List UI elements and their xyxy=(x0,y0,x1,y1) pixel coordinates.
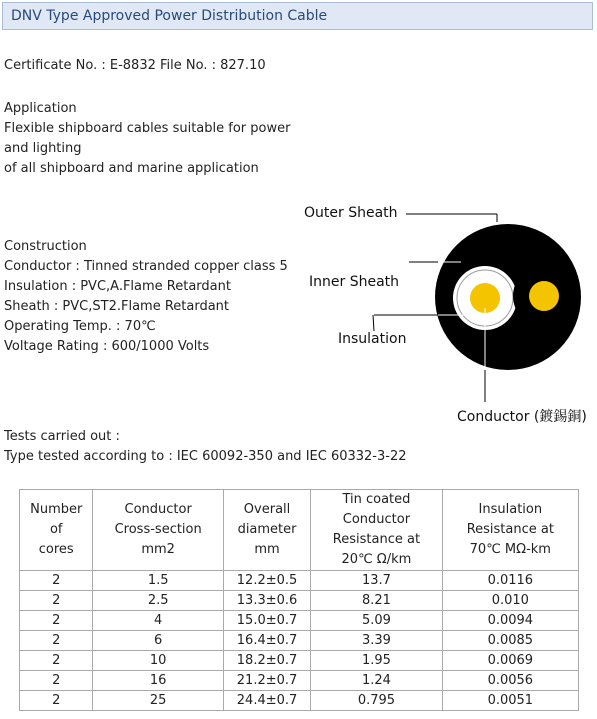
cell-cores: 2 xyxy=(20,611,93,631)
cell-conductor-resistance: 5.09 xyxy=(311,611,442,631)
table-row xyxy=(20,631,579,651)
cell-conductor-resistance: 3.39 xyxy=(311,631,442,651)
cell-conductor-resistance: 1.95 xyxy=(311,651,442,671)
cell-diameter: 15.0±0.7 xyxy=(223,611,310,631)
conductor-label: Conductor (鍍錫銅) xyxy=(457,409,587,425)
conductor-core-2 xyxy=(529,281,559,311)
cell-insulation-resistance: 0.0116 xyxy=(442,571,578,591)
cell-conductor-resistance: 0.795 xyxy=(311,691,442,711)
cell-cores: 2 xyxy=(20,631,93,651)
cell-insulation-resistance: 0.0051 xyxy=(442,691,578,711)
page-title: DNV Type Approved Power Distribution Cable xyxy=(11,8,328,24)
construction-operating-temp: Operating Temp. : 70℃ xyxy=(4,319,156,334)
cell-cross-section: 2.5 xyxy=(93,591,223,611)
table-row xyxy=(20,651,579,671)
cell-insulation-resistance: 0.010 xyxy=(442,591,578,611)
cell-cores: 2 xyxy=(20,691,93,711)
tests-heading: Tests carried out : xyxy=(4,429,120,444)
spec-table xyxy=(19,489,579,711)
cell-cross-section: 10 xyxy=(93,651,223,671)
application-line: of all shipboard and marine application xyxy=(4,161,259,176)
cell-diameter: 13.3±0.6 xyxy=(223,591,310,611)
cell-diameter: 12.2±0.5 xyxy=(223,571,310,591)
construction-heading: Construction xyxy=(4,239,87,254)
certificate-text: Certificate No. : E-8832 File No. : 827.10 xyxy=(4,58,266,73)
header-overall-diameter: Overall diameter mm xyxy=(223,490,310,571)
outer-sheath-label: Outer Sheath xyxy=(304,205,398,221)
cell-cross-section: 16 xyxy=(93,671,223,691)
header-conductor-resistance: Tin coated Conductor Resistance at 20℃ Ω/km xyxy=(311,490,442,571)
application-line: and lighting xyxy=(4,141,82,156)
table-row xyxy=(20,571,579,591)
insulation-label: Insulation xyxy=(338,331,407,347)
cell-insulation-resistance: 0.0094 xyxy=(442,611,578,631)
cell-cross-section: 6 xyxy=(93,631,223,651)
table-row xyxy=(20,611,579,631)
header-cross-section: Conductor Cross-section mm2 xyxy=(93,490,223,571)
cell-cores: 2 xyxy=(20,651,93,671)
cell-diameter: 24.4±0.7 xyxy=(223,691,310,711)
construction-voltage-rating: Voltage Rating : 600/1000 Volts xyxy=(4,339,210,354)
cell-diameter: 16.4±0.7 xyxy=(223,631,310,651)
cell-conductor-resistance: 8.21 xyxy=(311,591,442,611)
tests-standard-line: Type tested according to : IEC 60092-350 and IEC 60332-3-22 xyxy=(4,449,407,464)
header-insulation-resistance: Insulation Resistance at 70℃ MΩ-km xyxy=(442,490,578,571)
application-line: Flexible shipboard cables suitable for power xyxy=(4,121,291,136)
application-heading: Application xyxy=(4,101,77,116)
cell-diameter: 18.2±0.7 xyxy=(223,651,310,671)
cell-insulation-resistance: 0.0056 xyxy=(442,671,578,691)
cell-cores: 2 xyxy=(20,591,93,611)
construction-sheath: Sheath : PVC,ST2.Flame Retardant xyxy=(4,299,230,314)
table-row xyxy=(20,591,579,611)
construction-insulation: Insulation : PVC,A.Flame Retardant xyxy=(4,279,231,294)
cell-cores: 2 xyxy=(20,671,93,691)
cell-cross-section: 4 xyxy=(93,611,223,631)
cell-cross-section: 1.5 xyxy=(93,571,223,591)
header-number-of-cores: Number of cores xyxy=(20,490,93,571)
cell-diameter: 21.2±0.7 xyxy=(223,671,310,691)
cell-cores: 2 xyxy=(20,571,93,591)
construction-conductor: Conductor : Tinned stranded copper class 5 xyxy=(4,259,288,274)
table-row xyxy=(20,671,579,691)
insulation-leader-tick xyxy=(373,315,374,331)
cell-conductor-resistance: 1.24 xyxy=(311,671,442,691)
cell-cross-section: 25 xyxy=(93,691,223,711)
cell-conductor-resistance: 13.7 xyxy=(311,571,442,591)
table-row xyxy=(20,691,579,711)
cell-insulation-resistance: 0.0085 xyxy=(442,631,578,651)
cell-insulation-resistance: 0.0069 xyxy=(442,651,578,671)
inner-sheath-label: Inner Sheath xyxy=(309,274,400,290)
table-header-row xyxy=(20,490,579,571)
